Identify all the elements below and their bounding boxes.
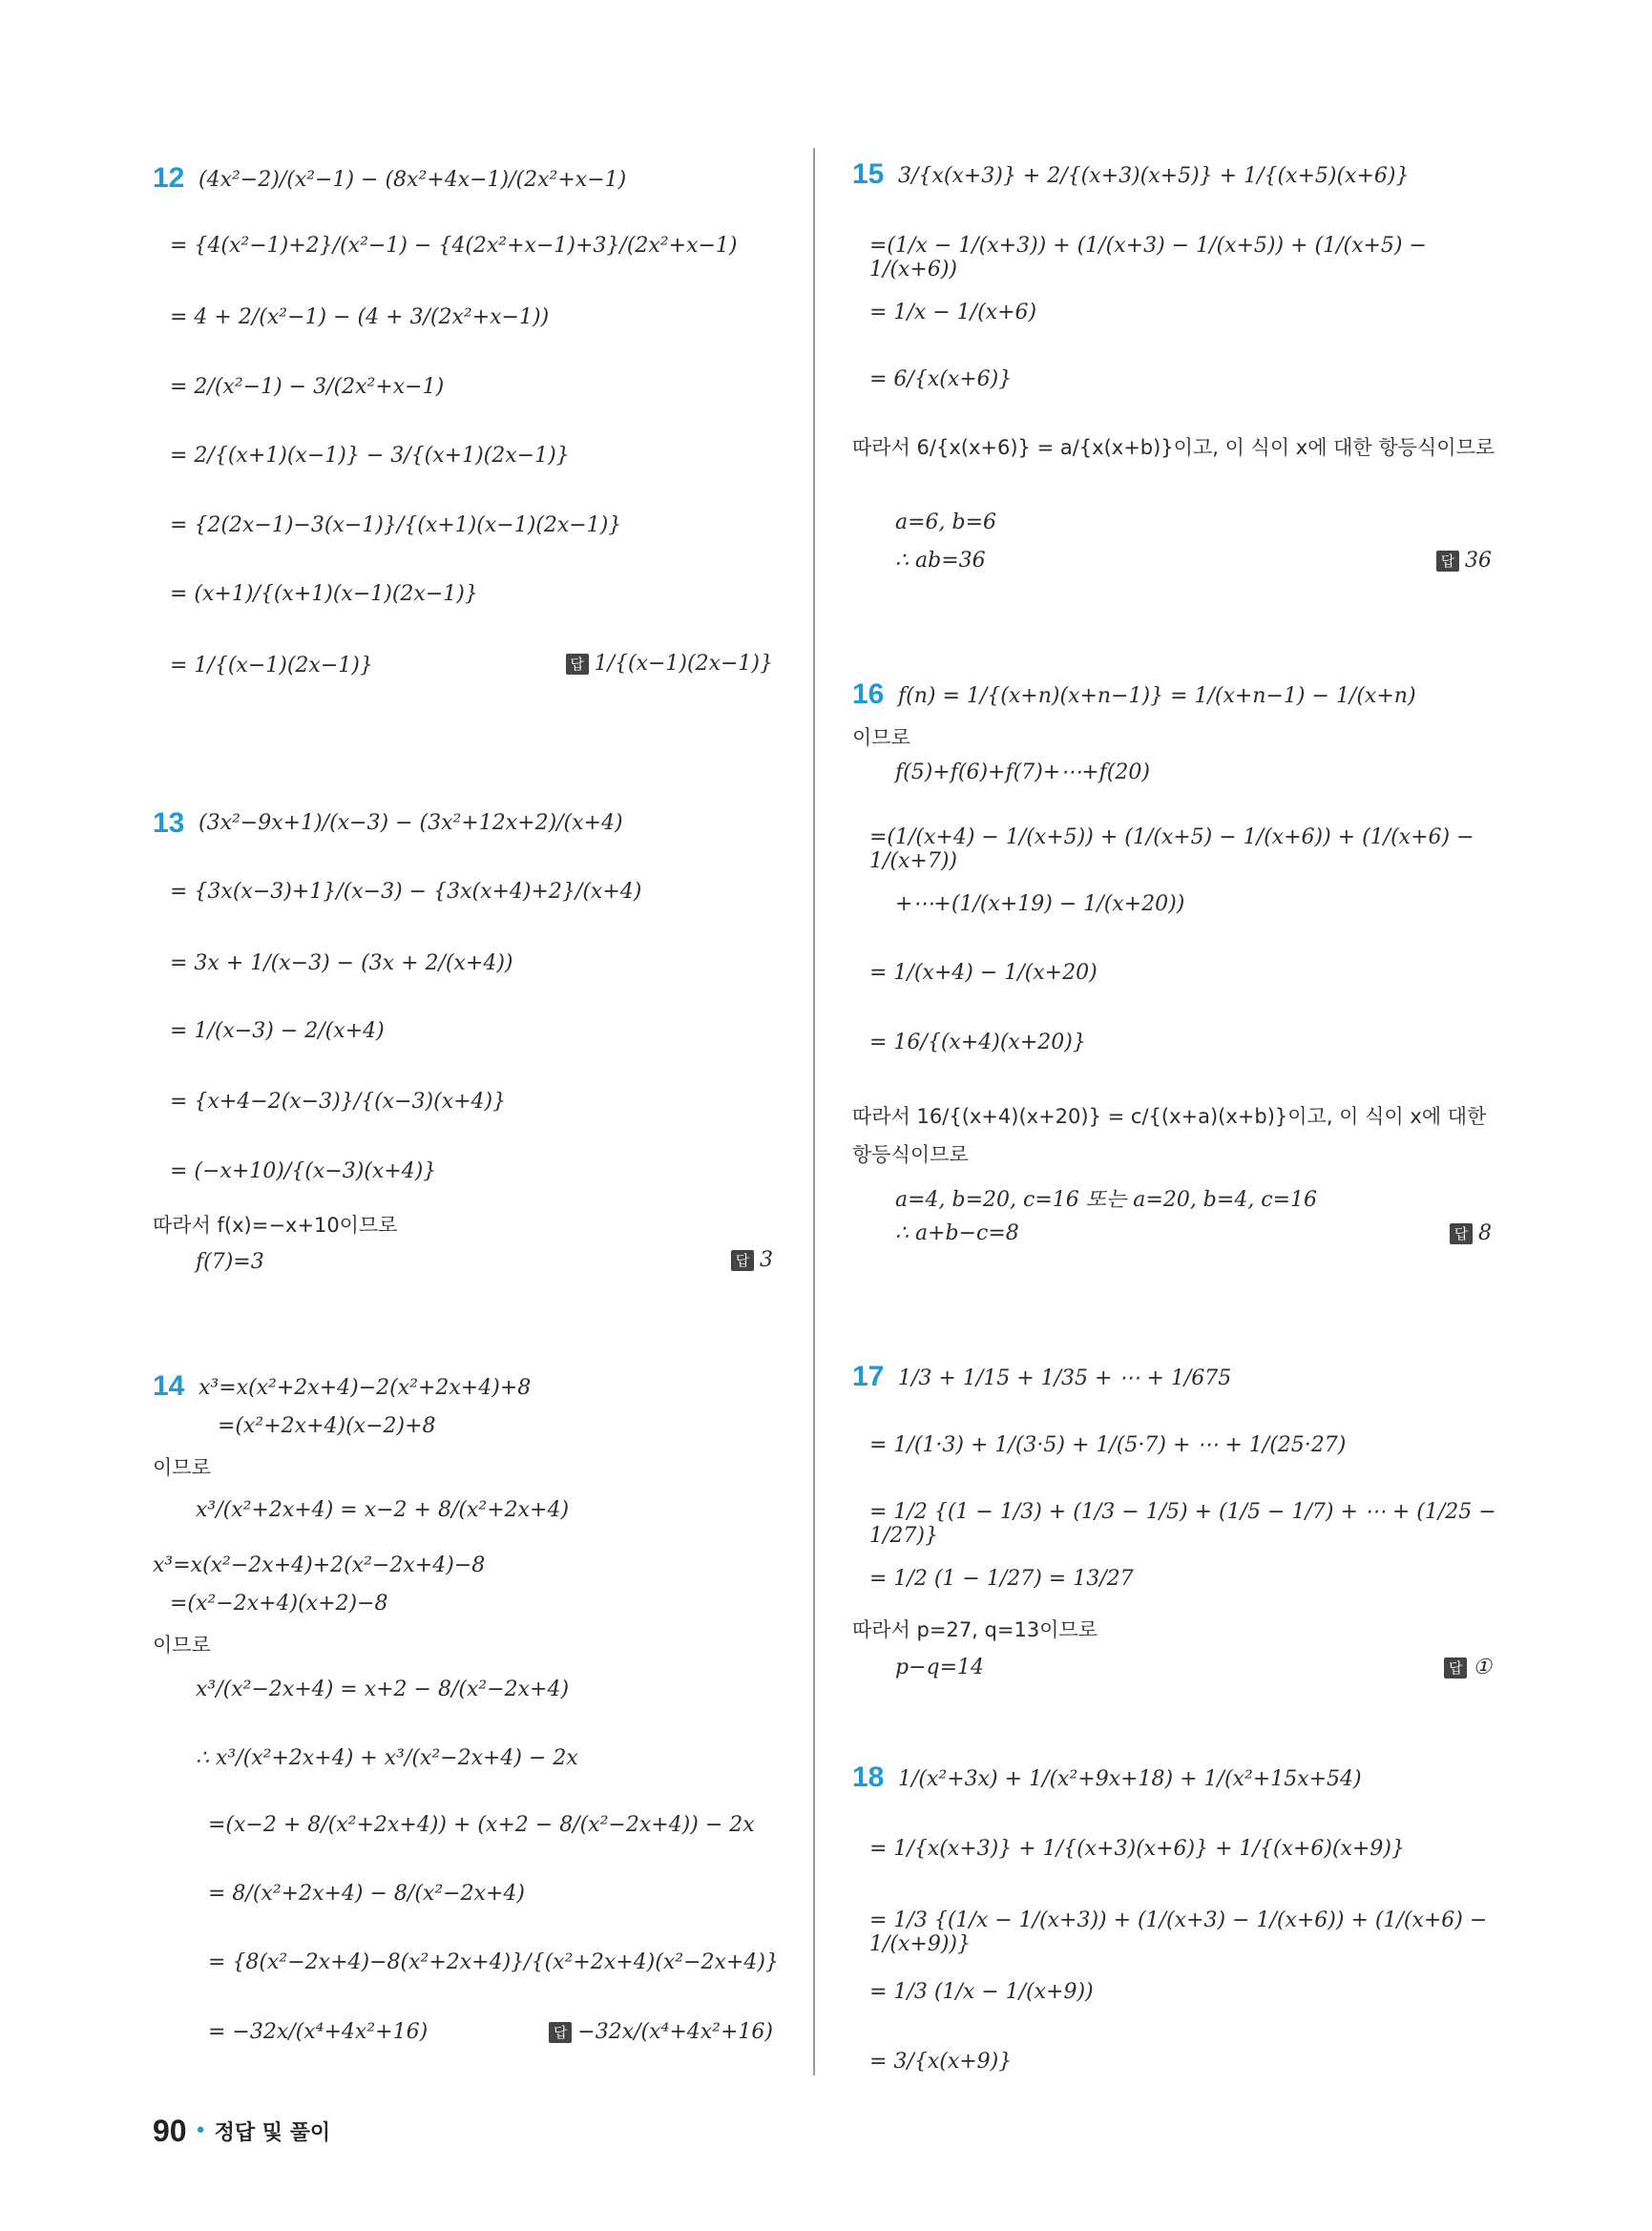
explanation-text: 이므로	[852, 726, 910, 749]
values-line: a=6, b=6	[895, 511, 997, 534]
expr-line: = 1/(x−3) − 2/(x+4)	[170, 1019, 385, 1043]
expr-line: =(x−2 + 8/(x²+2x+4)) + (x+2 − 8/(x²−2x+4)) − 2x	[208, 1813, 755, 1837]
expr-line: =(1/x − 1/(x+3)) + (1/(x+3) − 1/(x+5)) + (1/(x+5) − 1/(x+6))	[869, 234, 1427, 281]
answer-box	[566, 652, 773, 676]
explanation-text: 따라서 f(x)=−x+10이므로	[153, 1214, 398, 1237]
expr-line: (4x²−2)/(x²−1) − (8x²+4x−1)/(2x²+x−1)	[199, 168, 627, 192]
expr-line: x³=x(x²+2x+4)−2(x²+2x+4)+8	[199, 1376, 532, 1400]
expr-line: = {2(2x−1)−3(x−1)}/{(x+1)(x−1)(2x−1)}	[170, 513, 622, 537]
expr-line: =(x²−2x+4)(x+2)−8	[170, 1592, 388, 1616]
expr-line: 3/{x(x+3)} + 2/{(x+3)(x+5)} + 1/{(x+5)(x+6)}	[898, 164, 1410, 188]
expr-line: = {4(x²−1)+2}/(x²−1) − {4(2x²+x−1)+3}/(2x²+x−1)	[170, 234, 738, 258]
expr-line: = 8/(x²+2x+4) − 8/(x²−2x+4)	[208, 1882, 525, 1906]
answer-value: 8	[1478, 1221, 1492, 1245]
expr-line: x³=x(x²−2x+4)+2(x²−2x+4)−8	[153, 1553, 486, 1577]
values-line: a=4, b=20, c=16 또는 a=20, b=4, c=16	[895, 1188, 1318, 1212]
final-result: ∴ ab=36	[895, 549, 986, 573]
expr-line: = 1/{x(x+3)} + 1/{(x+3)(x+6)} + 1/{(x+6)(x+9)}	[869, 1837, 1405, 1861]
expr-line: x³/(x²+2x+4) = x−2 + 8/(x²+2x+4)	[196, 1498, 570, 1522]
expr-line: = 1/2 {(1 − 1/3) + (1/3 − 1/5) + (1/5 − 1/7) + ⋯ + (1/25 − 1/27)}	[869, 1500, 1496, 1548]
problem-number: 12	[153, 162, 185, 194]
answer-icon: 답	[731, 1250, 754, 1271]
final-result: ∴ a+b−c=8	[895, 1221, 1019, 1245]
expr-line: = 1/2 (1 − 1/27) = 13/27	[869, 1567, 1134, 1591]
expr-line: = 1/{(x−1)(2x−1)}	[170, 654, 373, 678]
expr-line: = 2/(x²−1) − 3/(2x²+x−1)	[170, 375, 445, 399]
answer-value: 36	[1465, 549, 1492, 573]
expr-line: = 1/3 {(1/x − 1/(x+3)) + (1/(x+3) − 1/(x+6)) + (1/(x+6) − 1/(x+9))}	[869, 1908, 1488, 1956]
explanation-text: 따라서 16/{(x+4)(x+20)} = c/{(x+a)(x+b)}이고, 이 식이 x에 대한 항등식이므로	[852, 1105, 1487, 1166]
answer-value: 3	[760, 1248, 773, 1272]
expr-line: = 4 + 2/(x²−1) − (4 + 3/(2x²+x−1))	[170, 305, 550, 329]
expr-line: = 1/(x+4) − 1/(x+20)	[869, 961, 1098, 985]
expr-line: f(5)+f(6)+f(7)+⋯+f(20)	[895, 761, 1150, 784]
expr-line: 1/(x²+3x) + 1/(x²+9x+18) + 1/(x²+15x+54)	[898, 1767, 1362, 1791]
page-number: 90	[153, 2114, 187, 2148]
expr-line: = {x+4−2(x−3)}/{(x−3)(x+4)}	[170, 1090, 507, 1114]
answer-icon: 답	[1436, 551, 1459, 572]
expr-line: = −32x/(x⁴+4x²+16)	[208, 2020, 429, 2044]
expr-line: =(1/(x+4) − 1/(x+5)) + (1/(x+5) − 1/(x+6)) + (1/(x+6) − 1/(x+7))	[869, 825, 1474, 873]
page-footer	[153, 2114, 330, 2149]
expr-line: = (x+1)/{(x+1)(x−1)(2x−1)}	[170, 582, 478, 606]
expr-line: f(n) = 1/{(x+n)(x+n−1)} = 1/(x+n−1) − 1/(x+n)	[898, 684, 1416, 708]
problem-number: 15	[852, 158, 885, 190]
answer-value: −32x/(x⁴+4x²+16)	[577, 2020, 773, 2044]
answer-value: ①	[1473, 1656, 1492, 1679]
expr-line: =(x²+2x+4)(x−2)+8	[218, 1414, 436, 1438]
problem-number: 14	[153, 1370, 185, 1402]
problem-number: 17	[852, 1361, 885, 1392]
expr-line: 1/3 + 1/15 + 1/35 + ⋯ + 1/675	[898, 1366, 1232, 1390]
expr-line: = 1/(1·3) + 1/(3·5) + 1/(5·7) + ⋯ + 1/(25·27)	[869, 1433, 1347, 1457]
expr-line: = 6/{x(x+6)}	[869, 367, 1013, 391]
expr-line: = 3/{x(x+9)}	[869, 2050, 1013, 2074]
explanation-text: 이므로	[153, 1634, 211, 1657]
problem-number: 16	[852, 678, 885, 710]
final-result: f(7)=3	[196, 1250, 264, 1274]
answer-box	[731, 1248, 773, 1272]
answer-box	[1450, 1221, 1492, 1245]
footer-title: 정답 및 풀이	[214, 2121, 331, 2145]
answer-box	[1444, 1656, 1492, 1679]
expr-line: = 2/{(x+1)(x−1)} − 3/{(x+1)(2x−1)}	[170, 444, 570, 468]
answer-value: 1/{(x−1)(2x−1)}	[594, 652, 773, 676]
expr-line: = 3x + 1/(x−3) − (3x + 2/(x+4))	[170, 951, 513, 975]
column-divider	[813, 148, 815, 2075]
problem-number: 18	[852, 1762, 885, 1793]
answer-icon: 답	[566, 654, 589, 675]
expr-line: +⋯+(1/(x+19) − 1/(x+20))	[895, 892, 1185, 916]
explanation-text: 따라서 6/{x(x+6)} = a/{x(x+b)}이고, 이 식이 x에 대한 항등식이므로	[852, 436, 1495, 459]
answer-icon: 답	[1450, 1223, 1473, 1244]
explanation-text: 이므로	[153, 1456, 211, 1479]
expr-line: (3x²−9x+1)/(x−3) − (3x²+12x+2)/(x+4)	[199, 811, 623, 835]
expr-line: = 1/3 (1/x − 1/(x+9))	[869, 1980, 1094, 2004]
answer-icon: 답	[549, 2022, 572, 2043]
expr-line: = {8(x²−2x+4)−8(x²+2x+4)}/{(x²+2x+4)(x²−2x+4)}	[208, 1950, 779, 1974]
problem-number: 13	[153, 807, 185, 839]
explanation-text: 따라서 p=27, q=13이므로	[852, 1618, 1098, 1641]
expr-line: ∴ x³/(x²+2x+4) + x³/(x²−2x+4) − 2x	[196, 1746, 578, 1770]
bullet-icon: •	[194, 2119, 207, 2143]
answer-box	[1436, 549, 1492, 573]
answer-box	[549, 2020, 773, 2044]
expr-line: = {3x(x−3)+1}/(x−3) − {3x(x+4)+2}/(x+4)	[170, 880, 642, 904]
answer-icon: 답	[1444, 1658, 1467, 1678]
final-result: p−q=14	[895, 1656, 985, 1679]
expr-line: = 16/{(x+4)(x+20)}	[869, 1031, 1086, 1054]
expr-line: = 1/x − 1/(x+6)	[869, 301, 1037, 324]
expr-line: x³/(x²−2x+4) = x+2 − 8/(x²−2x+4)	[196, 1678, 570, 1701]
expr-line: = (−x+10)/{(x−3)(x+4)}	[170, 1159, 437, 1183]
